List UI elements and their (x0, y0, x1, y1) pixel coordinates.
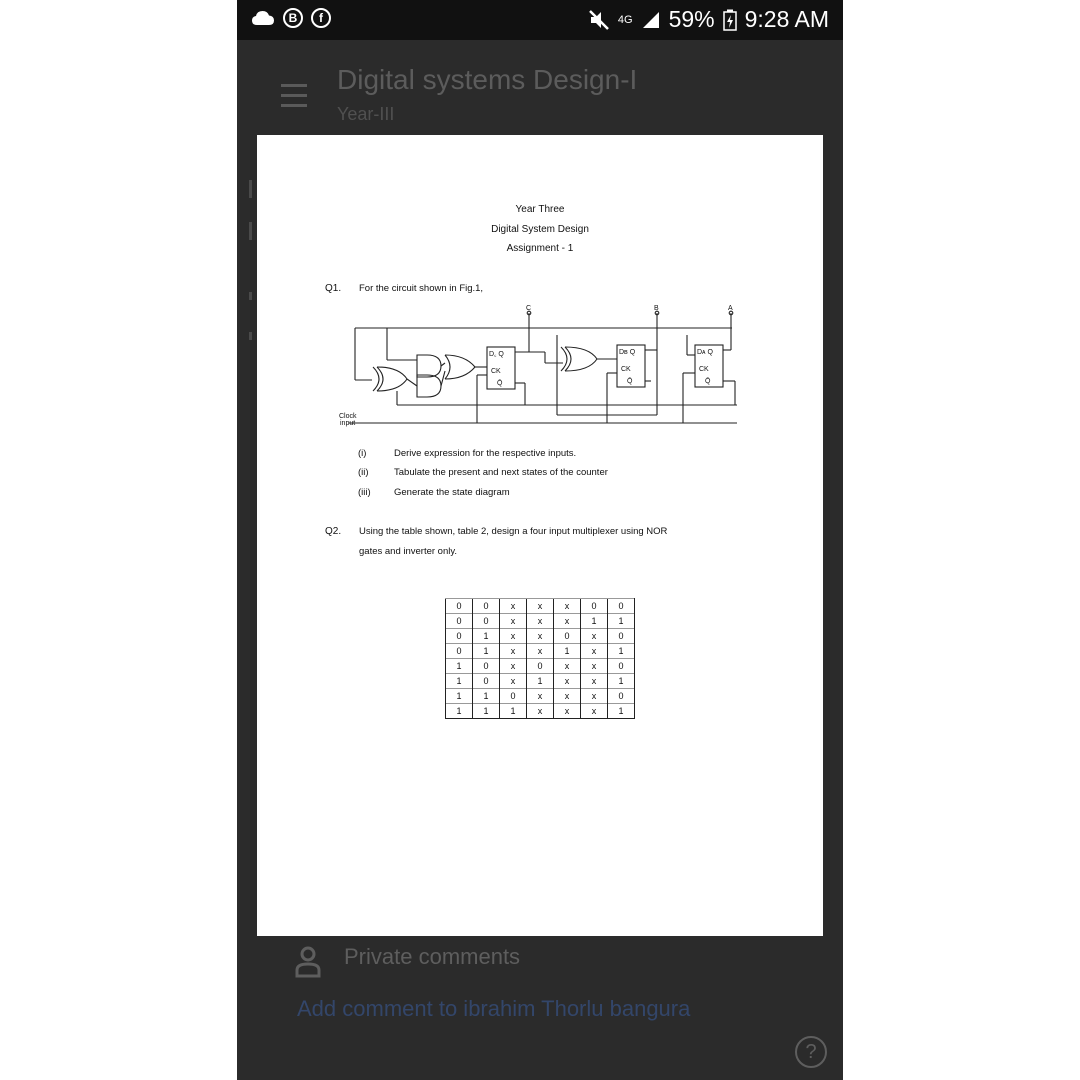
table-cell: 0 (608, 659, 635, 674)
page-subtitle: Year-III (337, 104, 395, 124)
page-title: Digital systems Design-I (337, 64, 638, 95)
signal-icon (641, 10, 661, 30)
table-cell: x (500, 629, 527, 644)
table-cell: x (527, 629, 554, 644)
battery-percent: 59% (668, 6, 715, 32)
ff-b-ck-label: CK (621, 366, 631, 373)
b-circle-icon: B (283, 8, 303, 28)
table-row (446, 614, 635, 629)
table-cell: x (554, 599, 581, 614)
table-row (446, 674, 635, 689)
table-cell: 1 (473, 704, 500, 719)
table-cell: 1 (608, 704, 635, 719)
status-bar (237, 0, 843, 40)
table-cell: 1 (581, 614, 608, 629)
table-cell: x (581, 644, 608, 659)
circuit-diagram (327, 305, 747, 435)
table-cell: 1 (500, 704, 527, 719)
q2-text-line1: Using the table shown, table 2, design a four input multiplexer using NOR (359, 526, 668, 537)
table-cell: 0 (446, 629, 473, 644)
table-cell: 1 (554, 644, 581, 659)
q2-text-line2: gates and inverter only. (359, 546, 458, 557)
output-b-label: B (654, 305, 659, 312)
table-cell: x (554, 704, 581, 719)
ff-c-qbar-label: Q̄ (497, 380, 503, 387)
output-a-label: A (728, 305, 733, 312)
q1-part-2-text: Tabulate the present and next states of the counter (394, 467, 608, 478)
ff-a-dq-label: Dᴀ Q (697, 349, 713, 356)
table-cell: 1 (473, 629, 500, 644)
table-cell: x (581, 659, 608, 674)
table-cell: x (581, 629, 608, 644)
q1-text: For the circuit shown in Fig.1, (359, 283, 484, 294)
cloud-icon (251, 10, 275, 26)
q1-part-3-num: (iii) (358, 487, 371, 498)
ff-c-dq-label: D꜀ Q (489, 351, 504, 358)
table-cell: x (500, 644, 527, 659)
table-cell: x (581, 704, 608, 719)
table-cell: 0 (446, 599, 473, 614)
table-cell: x (527, 689, 554, 704)
app-header (237, 40, 843, 135)
table-cell: 0 (527, 659, 554, 674)
table-cell: 0 (581, 599, 608, 614)
battery-icon (723, 9, 737, 31)
table-row (446, 689, 635, 704)
ff-b-qbar-label: Q̄ (627, 378, 633, 385)
table-cell: 0 (500, 689, 527, 704)
table-cell: x (527, 704, 554, 719)
doc-heading-3: Assignment - 1 (506, 243, 574, 254)
doc-heading-1: Year Three (515, 204, 565, 215)
table-row (446, 659, 635, 674)
add-comment-link[interactable]: Add comment to ibrahim Thorlu bangura (297, 996, 691, 1021)
table-cell: 1 (446, 659, 473, 674)
table-row (446, 704, 635, 719)
table-cell: 0 (446, 644, 473, 659)
mute-icon (588, 9, 610, 31)
table-cell: 1 (473, 644, 500, 659)
clock-time: 9:28 AM (744, 6, 829, 32)
ff-a-qbar-label: Q̄ (705, 378, 711, 385)
table-cell: x (527, 614, 554, 629)
table-cell: x (500, 614, 527, 629)
table-cell: x (554, 674, 581, 689)
table-cell: x (500, 674, 527, 689)
table-cell: x (554, 689, 581, 704)
table-cell: x (527, 644, 554, 659)
ff-b-dq-label: Dʙ Q (619, 349, 636, 356)
table-cell: 0 (608, 599, 635, 614)
output-c-label: C (526, 305, 532, 312)
table-cell: x (581, 674, 608, 689)
table-cell: x (554, 659, 581, 674)
table-cell: x (527, 599, 554, 614)
table-cell: 1 (608, 644, 635, 659)
table-cell: x (554, 614, 581, 629)
table-cell: 1 (446, 704, 473, 719)
table-cell: 0 (554, 629, 581, 644)
table-cell: 0 (608, 689, 635, 704)
table-cell: 0 (473, 614, 500, 629)
table-cell: 1 (527, 674, 554, 689)
q2-number: Q2. (325, 526, 342, 537)
table-cell: 1 (473, 689, 500, 704)
edge-marks (249, 170, 253, 350)
clock-input-label-1: Clock (339, 413, 357, 420)
table-cell: 0 (473, 674, 500, 689)
private-comments-section (237, 936, 843, 1080)
table-row (446, 644, 635, 659)
menu-icon[interactable] (281, 84, 307, 110)
ff-a-ck-label: CK (699, 366, 709, 373)
help-icon[interactable]: ? (795, 1036, 827, 1068)
private-comments-label: Private comments (344, 944, 521, 969)
table-cell: 0 (473, 599, 500, 614)
person-icon (295, 946, 321, 978)
table-cell: 1 (608, 614, 635, 629)
q1-part-1-num: (i) (358, 448, 367, 459)
document-preview[interactable] (257, 135, 823, 936)
q1-part-1-text: Derive expression for the respective inputs. (394, 448, 577, 459)
table-cell: 0 (446, 614, 473, 629)
network-type: 4G (617, 13, 633, 26)
phone-screen (237, 0, 843, 1080)
doc-heading-2: Digital System Design (491, 224, 589, 235)
q1-part-2-num: (ii) (358, 467, 369, 478)
table-cell: 1 (608, 674, 635, 689)
table-cell: x (581, 689, 608, 704)
table-row (446, 629, 635, 644)
table-cell: x (500, 659, 527, 674)
table-cell: 0 (608, 629, 635, 644)
q1-part-3-text: Generate the state diagram (394, 487, 510, 498)
table-cell: x (500, 599, 527, 614)
ff-c-ck-label: CK (491, 368, 501, 375)
table-cell: 1 (446, 674, 473, 689)
table-row (446, 599, 635, 614)
table-cell: 1 (446, 689, 473, 704)
table-cell: 0 (473, 659, 500, 674)
truth-table (445, 598, 635, 719)
clock-input-label-2: input (340, 420, 356, 427)
q1-number: Q1. (325, 283, 342, 294)
facebook-icon: f (311, 8, 331, 28)
